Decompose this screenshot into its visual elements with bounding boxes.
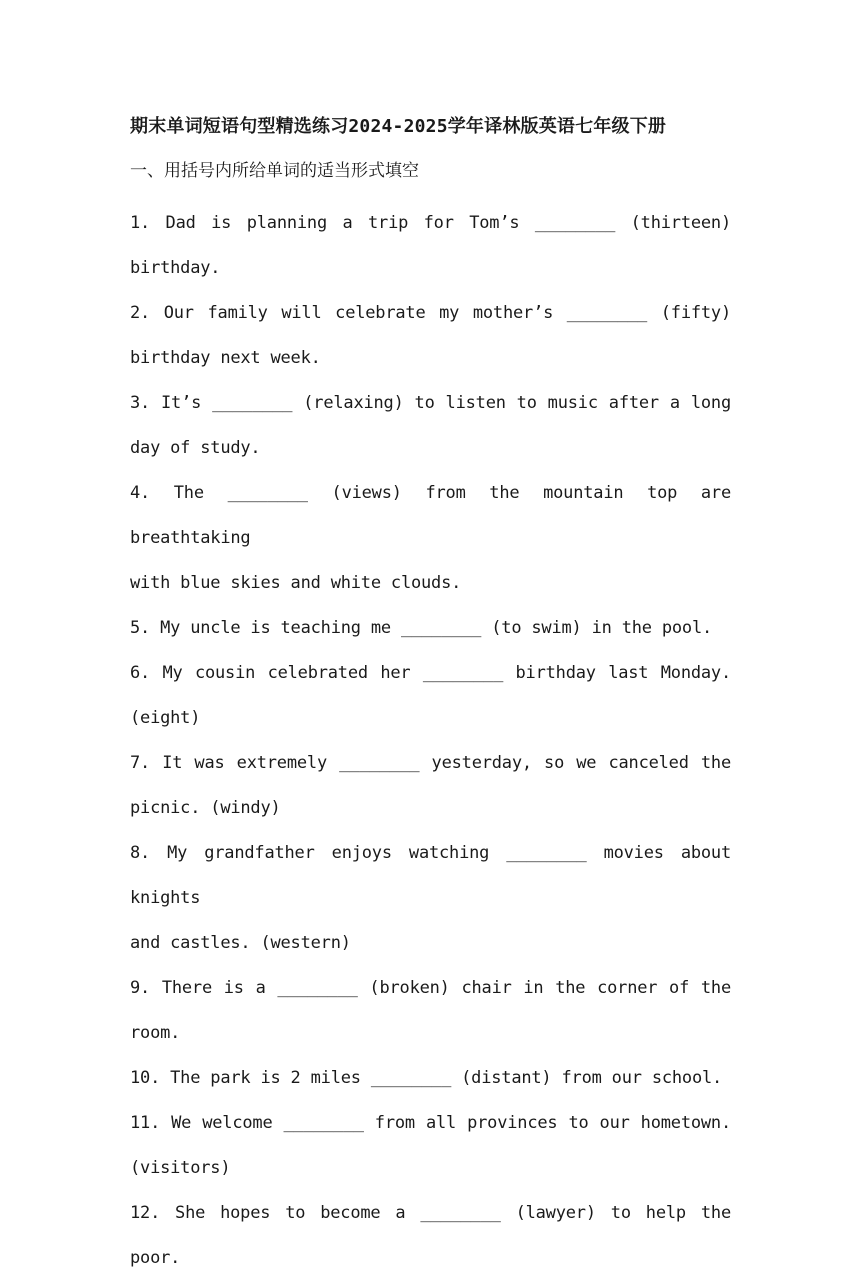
question-line: 6. My cousin celebrated her ________ birthday last Monday. xyxy=(130,663,731,683)
question-12 xyxy=(130,1191,731,1281)
document-page xyxy=(130,112,731,1281)
question-line: and castles. (western) xyxy=(130,933,351,953)
question-line: with blue skies and white clouds. xyxy=(130,573,462,593)
question-line: 5. My uncle is teaching me ________ (to swim) in the pool. xyxy=(130,618,713,638)
question-line: day of study. xyxy=(130,438,261,458)
section-heading: 一、用括号内所给单词的适当形式填空 xyxy=(130,161,419,181)
question-8 xyxy=(130,831,731,966)
question-1 xyxy=(130,201,731,291)
question-line: (eight) xyxy=(130,708,201,728)
question-2 xyxy=(130,291,731,381)
question-line: 3. It’s ________ (relaxing) to listen to music after a long xyxy=(130,393,731,413)
question-6 xyxy=(130,651,731,741)
question-4 xyxy=(130,471,731,606)
question-line: picnic. (windy) xyxy=(130,798,281,818)
question-line: 4. The ________ (views) from the mountain top are breathtaking xyxy=(130,483,731,548)
question-line: birthday next week. xyxy=(130,348,321,368)
document-title: 期末单词短语句型精选练习2024-2025学年译林版英语七年级下册 xyxy=(130,116,667,137)
question-line: 7. It was extremely ________ yesterday, so we canceled the xyxy=(130,753,731,773)
question-7 xyxy=(130,741,731,831)
question-line: 8. My grandfather enjoys watching ________ movies about knights xyxy=(130,843,731,908)
question-line: 9. There is a ________ (broken) chair in the corner of the room. xyxy=(130,978,731,1043)
question-10 xyxy=(130,1056,731,1101)
question-line: 11. We welcome ________ from all provinces to our hometown. xyxy=(130,1113,731,1133)
question-line: 10. The park is 2 miles ________ (distant) from our school. xyxy=(130,1068,723,1088)
question-line: 1. Dad is planning a trip for Tom’s ________ (thirteen) xyxy=(130,213,731,233)
question-9 xyxy=(130,966,731,1056)
question-line: 2. Our family will celebrate my mother’s ________ (fifty) xyxy=(130,303,731,323)
question-line: birthday. xyxy=(130,258,221,278)
question-11 xyxy=(130,1101,731,1191)
question-line: (visitors) xyxy=(130,1158,231,1178)
question-5 xyxy=(130,606,731,651)
question-3 xyxy=(130,381,731,471)
question-line: 12. She hopes to become a ________ (lawyer) to help the poor. xyxy=(130,1203,731,1268)
